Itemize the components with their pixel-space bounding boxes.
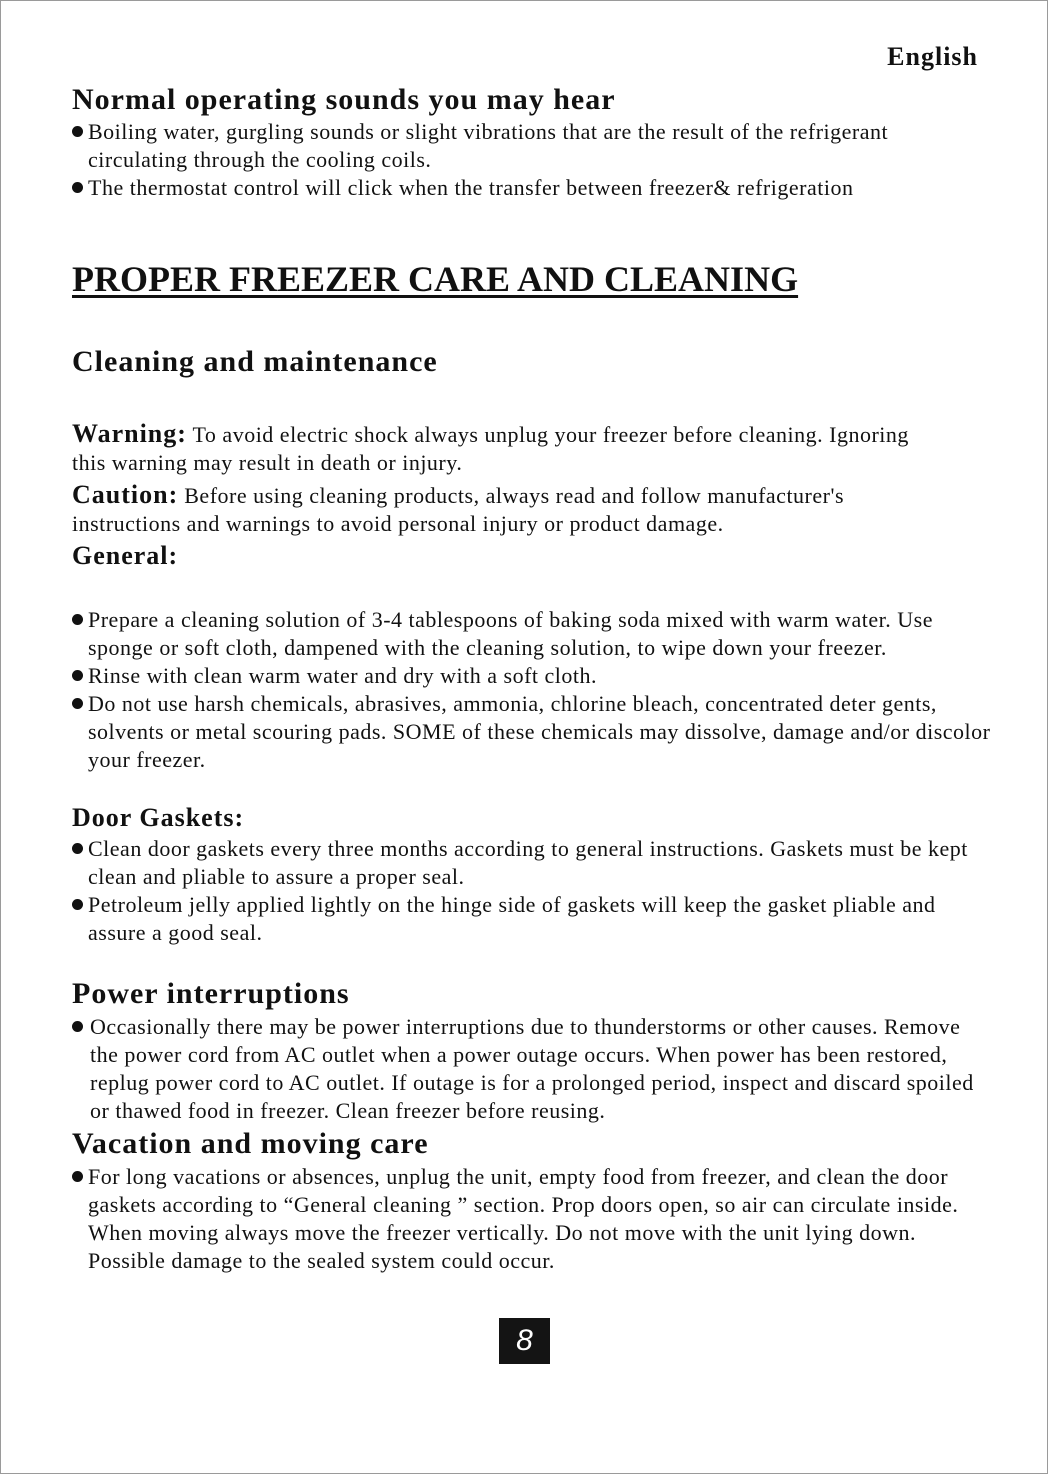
caution-paragraph	[72, 481, 952, 538]
list-item: For long vacations or absences, unplug the unit, empty food from freezer, and clean the door gaskets according to “General cleaning ” section. Prop doors open, so air can circulate inside. When moving always move the freezer vertically. Do not move with the unit lying down. Possible damage to the sealed system could occur.	[72, 1163, 982, 1275]
language-label: English	[887, 42, 978, 71]
normal-sounds-heading: Normal operating sounds you may hear	[72, 83, 616, 116]
list-item: The thermostat control will click when the transfer between freezer& refrigeration	[72, 174, 982, 202]
page-number: 8	[499, 1318, 550, 1364]
power-heading: Power interruptions	[72, 977, 350, 1010]
power-list	[72, 1013, 982, 1125]
normal-sounds-list	[72, 118, 982, 202]
door-gaskets-list	[72, 835, 982, 947]
general-list	[72, 606, 992, 774]
list-item: Prepare a cleaning solution of 3-4 tablespoons of baking soda mixed with warm water. Use sponge or soft cloth, dampened with the cleaning solution, to wipe down your freezer.	[72, 606, 992, 662]
vacation-list	[72, 1163, 982, 1275]
list-item: Clean door gaskets every three months according to general instructions. Gaskets must be kept clean and pliable to assure a proper seal.	[72, 835, 982, 891]
caution-text: Before using cleaning products, always read and follow manufacturer's instructions and warnings to avoid personal injury or product damage.	[72, 483, 844, 536]
list-item: Rinse with clean warm water and dry with a soft cloth.	[72, 662, 992, 690]
caution-label: Caution:	[72, 480, 179, 509]
list-item: Do not use harsh chemicals, abrasives, ammonia, chlorine bleach, concentrated deter gents, solvents or metal scouring pads. SOME of these chemicals may dissolve, damage and/or discolor your freezer.	[72, 690, 992, 774]
list-item: Boiling water, gurgling sounds or slight vibrations that are the result of the refrigerant circulating through the cooling coils.	[72, 118, 982, 174]
cleaning-heading: Cleaning and maintenance	[72, 345, 438, 378]
list-item: Occasionally there may be power interruptions due to thunderstorms or other causes. Remove the power cord from AC outlet when a power outage occurs. When power has been restored, replug power cord to AC outlet. If outage is for a prolonged period, inspect and discard spoiled or thawed food in freezer. Clean freezer before reusing.	[72, 1013, 982, 1125]
door-gaskets-heading: Door Gaskets:	[72, 803, 245, 832]
warning-label: Warning:	[72, 419, 187, 448]
main-title: PROPER FREEZER CARE AND CLEANING	[72, 259, 799, 299]
list-item: Petroleum jelly applied lightly on the hinge side of gaskets will keep the gasket pliable and assure a good seal.	[72, 891, 982, 947]
warning-text: To avoid electric shock always unplug your freezer before cleaning. Ignoring this warning may result in death or injury.	[72, 422, 909, 475]
general-label: General:	[72, 541, 179, 570]
warning-paragraph	[72, 420, 932, 477]
vacation-heading: Vacation and moving care	[72, 1127, 429, 1160]
